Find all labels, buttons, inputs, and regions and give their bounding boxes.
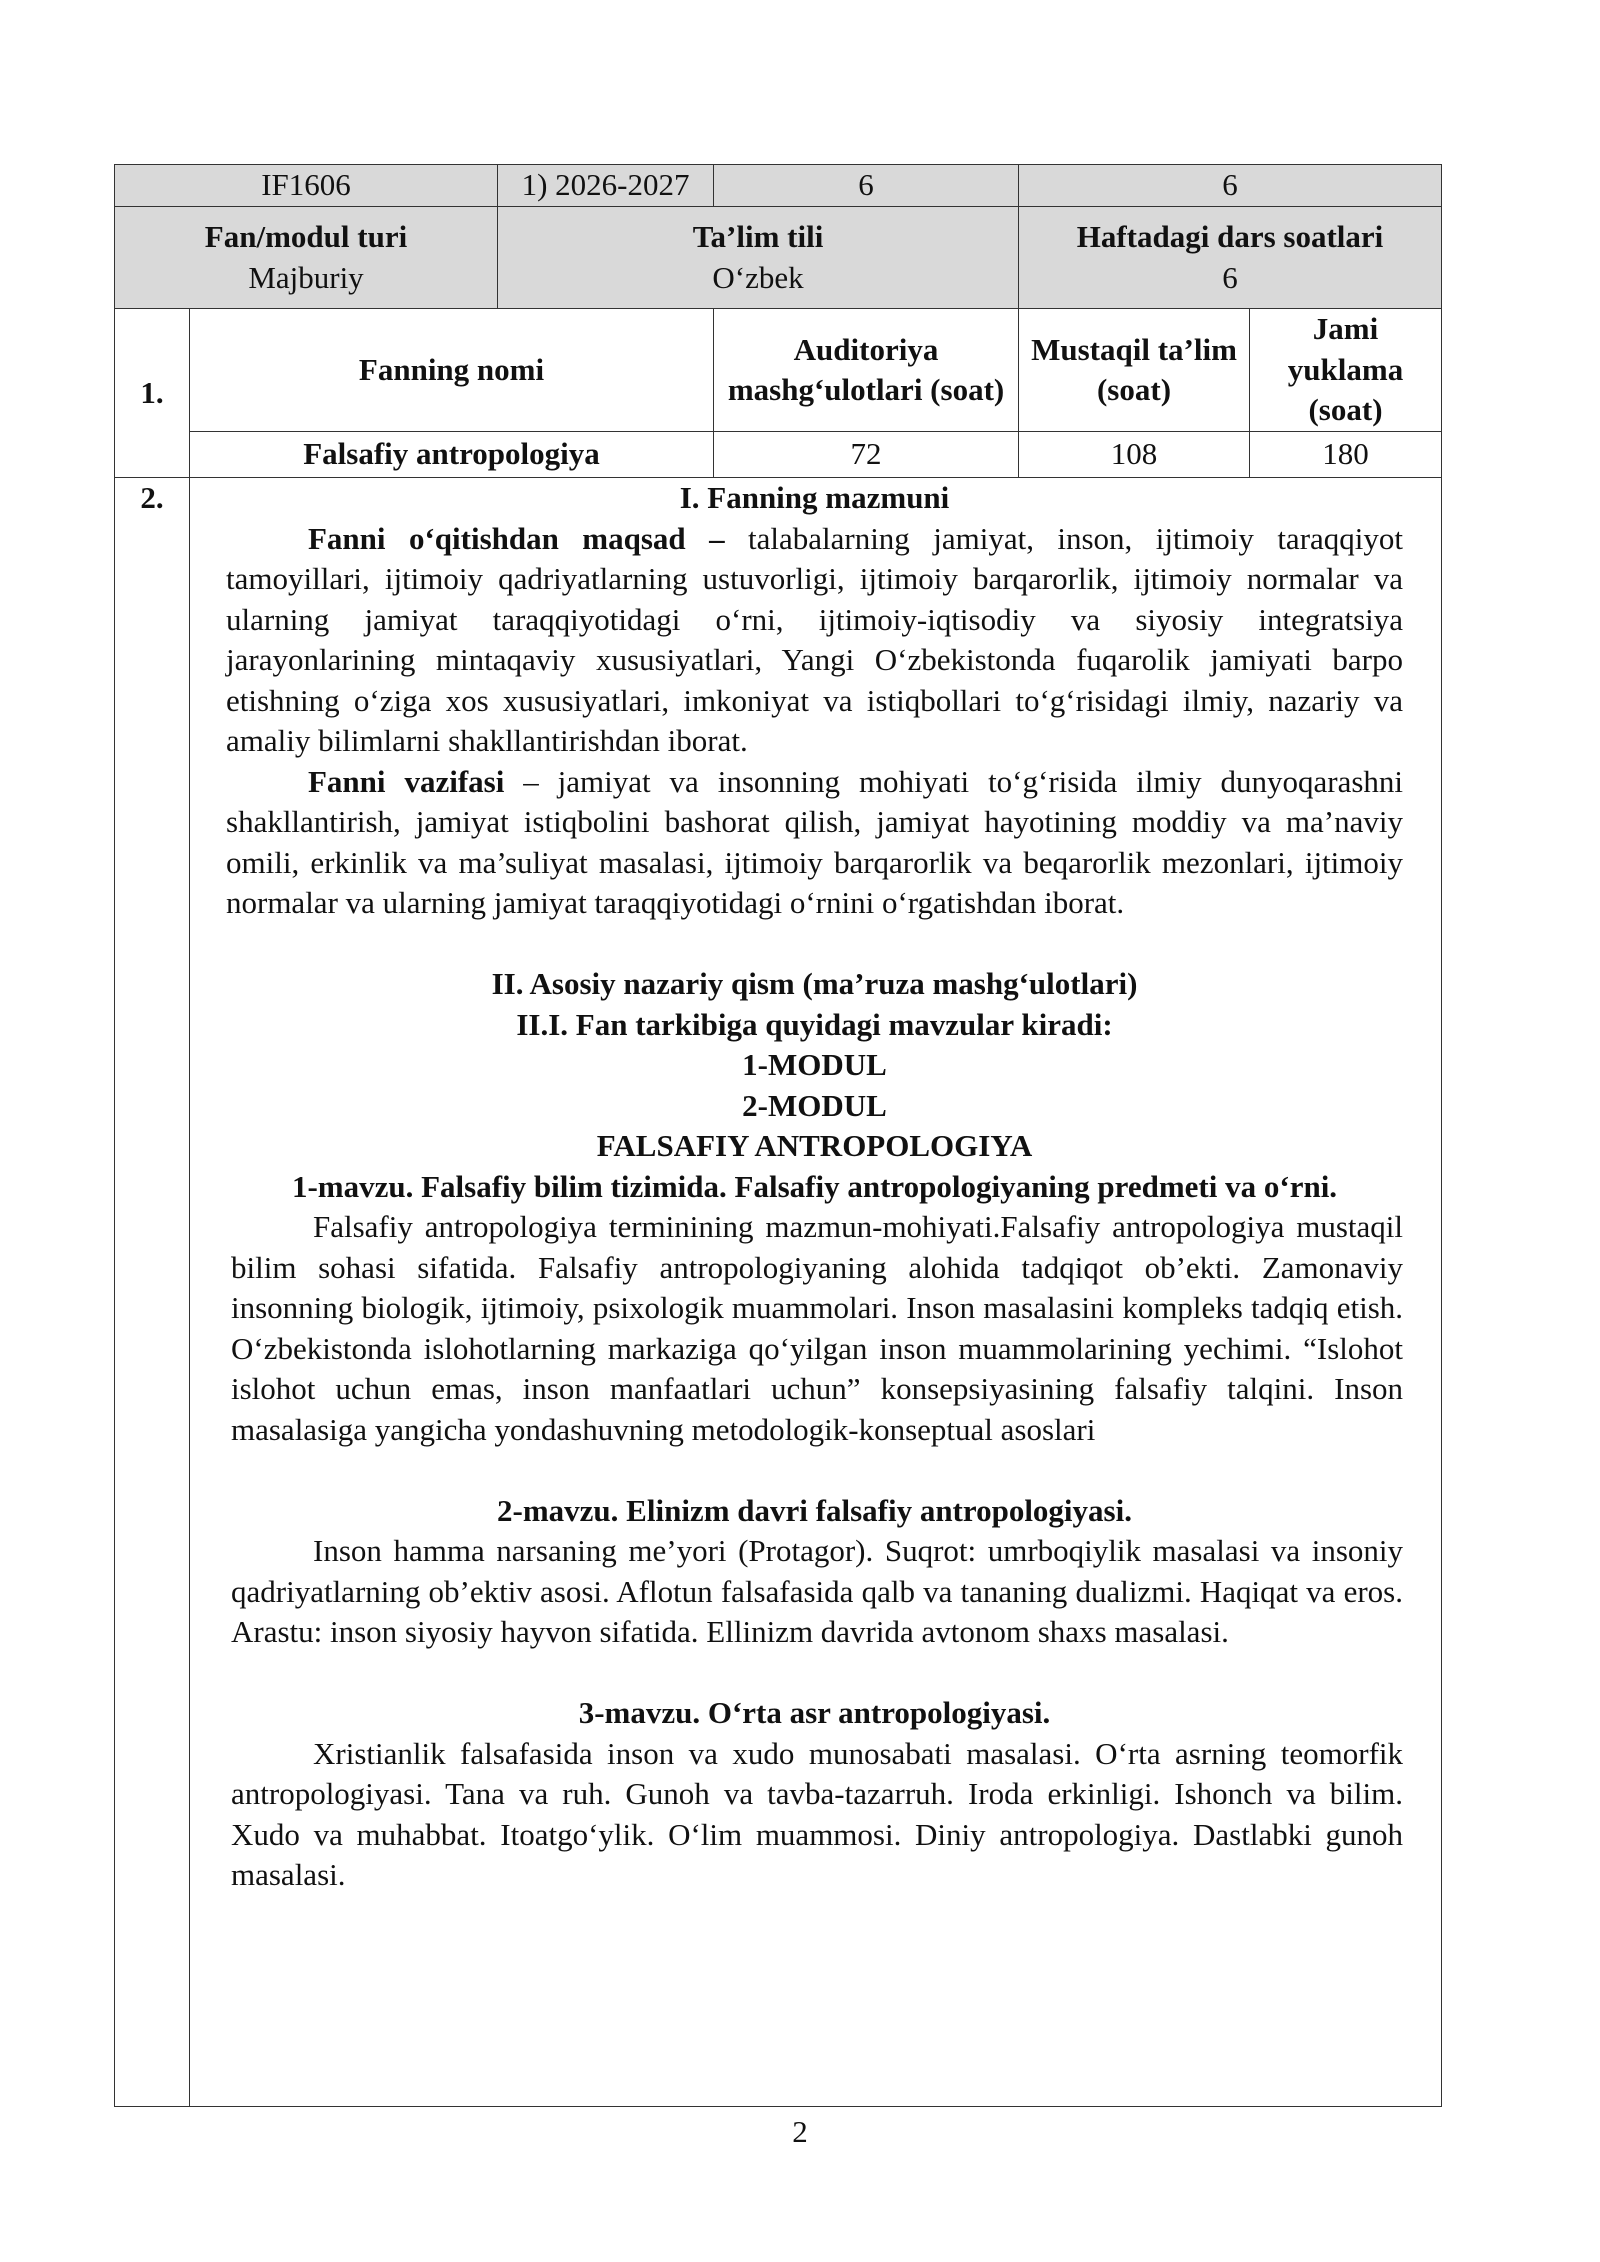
language-cell [498,207,1019,309]
topic3-title: 3-mavzu. O‘rta asr antropologiyasi. [578,1695,1051,1730]
syllabus-table [114,164,1442,2107]
course-goal [226,519,1403,762]
course-content [190,478,1442,2107]
course-code: IF1606 [115,165,498,207]
module-name: FALSAFIY ANTROPOLOGIYA [596,1128,1033,1163]
classroom-hours: 72 [714,432,1019,478]
section2-title: II. Asosiy nazariy qism (ma’ruza mashg‘ulotlari) [491,966,1138,1001]
module1-title: 1-MODUL [742,1047,887,1082]
row1-number: 1. [115,309,190,478]
self-study-hours: 108 [1019,432,1250,478]
academic-year: 1) 2026-2027 [498,165,714,207]
subject-name: Falsafiy antropologiya [190,432,714,478]
subject-name-header: Fanning nomi [190,309,714,432]
header-value-2: 6 [1019,165,1442,207]
self-study-header: Mustaqil ta’lim (soat) [1019,309,1250,432]
weekly-hours-label: Haftadagi dars soatlari [1076,219,1384,254]
weekly-hours-cell [1019,207,1442,309]
classroom-hours-header: Auditoriya mashg‘ulotlari (soat) [714,309,1019,432]
topic2-text: Inson hamma narsaning me’yori (Protagor). Suqrot: umrboqiylik masalasi va insoniy qadriyatlarning ob’ektiv asosi. Aflotun falsafasida qalb va tananing dualizmi. Haqiqat va eros. Arastu: inson siyosiy hayvon sifatida. Ellinizm davrida avtonom shaxs masalasi. [231,1533,1404,1649]
row2-number: 2. [115,478,190,2107]
row2-content [115,478,1442,2107]
module-type-value: Majburiy [248,259,364,295]
header-value-1: 6 [714,165,1019,207]
course-tasks-label: Fanni vazifasi [308,763,505,799]
header-row-codes [115,165,1442,207]
module-type-cell [115,207,498,309]
row1-values [115,432,1442,478]
course-tasks [226,762,1403,924]
topic1-title: 1-mavzu. Falsafiy bilim tizimida. Falsafiy antropologiyaning predmeti va o‘rni. [291,1168,1338,1204]
topic3-text: Xristianlik falsafasida inson va xudo munosabati masalasi. O‘rta asrning teomorfik antropologiyasi. Tana va ruh. Gunoh va tavba-tazarruh. Iroda erkinligi. Ishonch va bilim. Xudo va muhabbat. Itoatgo‘ylik. O‘lim muammosi. Diniy antropologiya. Dastlabki gunoh masalasi. [231,1735,1404,1892]
module-type-label: Fan/modul turi [204,219,408,254]
course-goal-text: talabalarning jamiyat, inson, ijtimoiy taraqqiyot tamoyillari, ijtimoiy qadriyatlarning ustuvorligi, ijtimoiy barqarorlik, ijtimoiy normalar va ularning jamiyat taraqqiyotidagi o‘rni, ijtimoiy-iqtisodiy va siyosiy integratsiya jarayonlarining mintaqaviy xususiyatlari, Yangi O‘zbekistonda fuqarolik jamiyati barpo etishning o‘ziga xos xususiyatlari, imkoniyat va istiqbollari to‘g‘risidagi ilmiy, nazariy va amaliy bilimlarni shakllantirishdan iborat. [226,520,1404,758]
weekly-hours-value: 6 [1222,259,1238,295]
topic2-title: 2-mavzu. Elinizm davri falsafiy antropologiyasi. [497,1492,1132,1528]
total-load-header: Jami yuklama (soat) [1250,309,1442,432]
module2-title: 2-MODUL [742,1087,887,1123]
course-goal-label: Fanni o‘qitishdan maqsad – [308,520,725,556]
page-number: 2 [792,2114,808,2149]
topic1-text: Falsafiy antropologiya terminining mazmun-mohiyati.Falsafiy antropologiya mustaqil bilim sohasi sifatida. Falsafiy antropologiyaning alohida tadqiqot ob’ekti. Zamonaviy insonning biologik, ijtimoiy, psixologik muammolari. Inson masalasini kompleks tadqiq etish. O‘zbekistonda islohotlarning markaziga qo‘yilgan inson muammolarining yechimi. “Islohot islohot uchun emas, inson manfaatlari uchun” konsepsiyasining falsafiy talqini. Inson masalasiga yangicha yondashuvning metodologik-konseptual asoslari [231,1209,1404,1447]
row1-headers [115,309,1442,432]
total-load: 180 [1250,432,1442,478]
section2-subtitle: II.I. Fan tarkibiga quyidagi mavzular kiradi: [516,1006,1113,1042]
language-label: Ta’lim tili [692,219,824,254]
language-value: O‘zbek [712,259,804,295]
header-row-info [115,207,1442,309]
section-title: I. Fanning mazmuni [679,480,950,515]
course-tasks-text: – jamiyat va insonning mohiyati to‘g‘risida ilmiy dunyoqarashni shakllantirish, jamiyat istiqbolini bashorat qilish, jamiyat hayotining moddiy va ma’naviy omili, erkinlik va ma’suliyat masalasi, ijtimoiy barqarorlik va beqarorlik mezonlari, ijtimoiy normalar va ularning jamiyat taraqqiyotidagi o‘rnini o‘rgatishdan iborat. [226,763,1404,920]
